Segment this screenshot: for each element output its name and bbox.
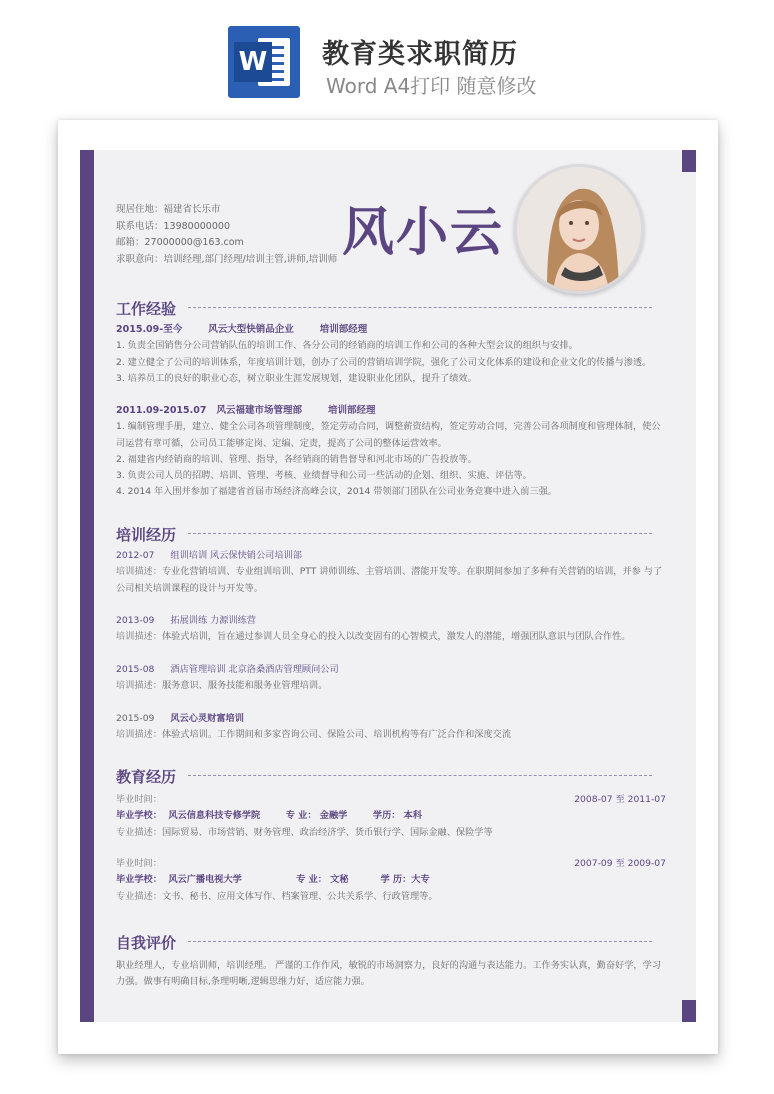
job-duty: 4. 2014 年入围并参加了福建省首届市场经济高峰会议，2014 带领部门团队在公司业务竞赛中进入前三强。	[116, 486, 557, 498]
job-header: 2015.09-至今 风云大型快销品企业 培训部经理	[116, 324, 368, 335]
info-phone: 联系电话：13980000000	[116, 220, 230, 232]
resume-sheet	[58, 120, 718, 1054]
personal-info	[116, 202, 337, 268]
info-email: 邮箱：27000000@163.com	[116, 237, 244, 248]
info-address: 现居住地：福建省长乐市	[116, 204, 221, 215]
job-duty: 3. 负责公司人员的招聘、培训、管理、考核、业绩督导和公司一些活动的企划、组织、实施、评估等。	[116, 470, 532, 482]
edu-dates: 2007-09 至 2009-07	[574, 858, 666, 869]
top-right-tab	[682, 150, 696, 172]
job-duty: 3. 培养员工的良好的职业心态，树立职业生涯发展规划，建设职业化团队，提升了绩效。	[116, 372, 477, 384]
section-divider	[188, 941, 652, 942]
training-entry: 2013-09 拓展训练 力源训练营 培训描述：体验式培训，旨在通过参训人员全身心的投入以改变固有的心智模式，激发人的潜能，增强团队意识与团队合作性。	[116, 615, 631, 643]
bottom-right-tab	[682, 1000, 696, 1022]
word-icon	[228, 26, 300, 98]
job-duty: 1. 负责全国销售分公司营销队伍的培训工作、各分公司的经销商的培训工作和公司的各种大型会议的组织与安排。	[116, 340, 578, 352]
job-duty: 2. 建立健全了公司的培训体系，年度培训计划，创办了公司的营销培训学院，强化了公司文化体系的建设和企业文化的传播与渗透。	[116, 356, 652, 368]
banner-title: 教育类求职简历	[322, 39, 518, 70]
profile-photo	[514, 164, 644, 294]
section-divider	[188, 775, 652, 776]
job-header: 2011.09-2015.07 风云福建市场管理部 培训部经理	[116, 405, 376, 416]
job-entry	[116, 322, 666, 387]
section-title-self: 自我评价	[116, 934, 177, 952]
job-entry	[116, 403, 666, 501]
section-divider	[188, 307, 652, 308]
education-entry: 毕业时间： 2007-09 至 2009-07 毕业学校： 风云广播电视大学 专 业： 文秘 学 历：大专 专业描述：文书、秘书、应用文体写作、档案管理、公共关系学、行政管理等。	[116, 858, 666, 902]
self-evaluation: 职业经理人，专业培训师，培训经理。 严谨的工作作风，敏锐的市场洞察力，良好的沟通与表达能力。工作务实认真，勤奋好学，学习力强。做事有明确目标,条理明晰,逻辑思维力好，适应能力强。	[116, 960, 661, 988]
job-duty: 1. 编制管理手册，建立、健全公司各项管理制度，签定劳动合同，调整薪资结构，签定劳动合同，完善公司各项制度和管理体制，使公司运营有章可循，公司员工能够定岗、定编、定责，提高了公司的整体运营效率。	[116, 421, 661, 449]
section-title-education: 教育经历	[116, 768, 177, 786]
left-accent-bar	[80, 150, 94, 1022]
banner-subtitle: Word A4打印 随意修改	[326, 74, 537, 98]
word-letter: W	[234, 42, 272, 82]
section-title-training: 培训经历	[116, 526, 177, 544]
training-entry: 2015-08 酒店管理培训 北京洛桑酒店管理顾问公司 培训描述：服务意识、服务技能和服务业管理培训。	[116, 664, 339, 692]
section-title-work: 工作经验	[116, 300, 177, 318]
job-duty: 2. 福建省内经销商的培训、管理、指导，各经销商的销售督导和河北市场的广告投放等。	[116, 453, 477, 465]
training-entry: 2012-07 组训培训 风云保快销公司培训部 培训描述：专业化营销培训、专业组训培训、PTT 讲师训练、主管培训、潜能开发等。在职期间参加了多种有关营销的培训，并参 与了公司相关培训课程的设计与开发等。	[116, 550, 663, 594]
banner	[0, 0, 774, 115]
info-objective: 求职意向：培训经理,部门经理/培训主管,讲师,培训师	[116, 253, 338, 265]
training-entry: 2015-09 风云心灵财富培训 培训描述：体验式培训。工作期间和多家咨询公司、保险公司、培训机构等有广泛合作和深度交流	[116, 713, 512, 741]
section-divider	[188, 533, 652, 534]
edu-dates: 2008-07 至 2011-07	[574, 794, 666, 805]
candidate-name: 风小云	[342, 203, 505, 263]
education-entry: 毕业时间： 2008-07 至 2011-07 毕业学校： 风云信息科技专修学院 专 业： 金融学 学历： 本科 专业描述：国际贸易、市场营销、财务管理、政治经济学、货币银行学、国际金融、保险学等	[116, 794, 666, 838]
resume-body	[80, 150, 696, 1022]
